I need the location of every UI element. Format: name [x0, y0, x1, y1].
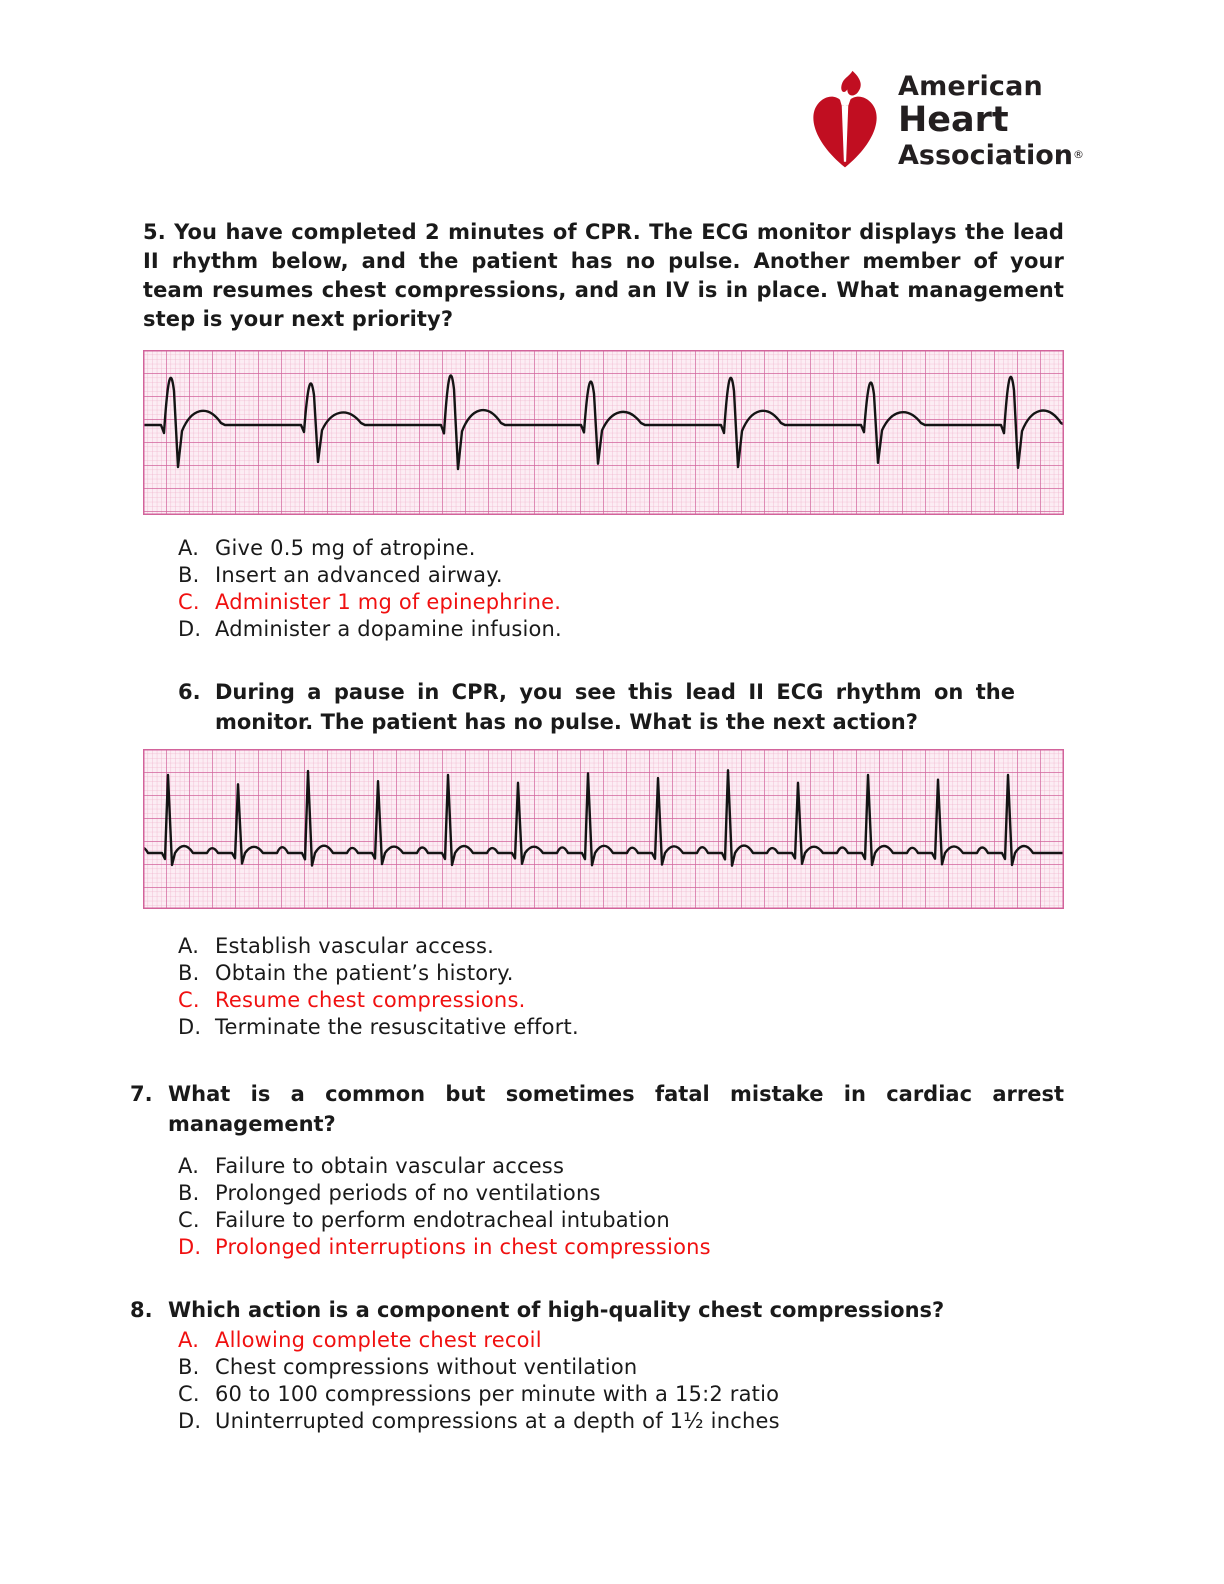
question-5-number: 5. — [143, 220, 166, 244]
question-6 — [143, 677, 1064, 1041]
question-8-text: 8. Which action is a component of high-quality chest compressions? — [130, 1295, 1064, 1325]
question-6-options — [143, 933, 1064, 1041]
question-5-text: 5. You have completed 2 minutes of CPR. The ECG monitor displays the lead II rhythm below, and the patient has no pulse. Another member of your team resumes chest compressions, and an IV is in place. What management step is your next priority? — [143, 220, 1064, 331]
option-6b: B. Obtain the patient’s history. — [178, 961, 514, 985]
option-8b: B. Chest compressions without ventilation — [178, 1355, 638, 1379]
logo-line-american: American — [898, 71, 1043, 102]
registered-mark: ® — [1073, 148, 1084, 161]
option-8d: D. Uninterrupted compressions at a depth of 1½ inches — [178, 1409, 780, 1433]
question-7-text: 7. What is a common but sometimes fatal mistake in cardiac arrest management? — [130, 1079, 1064, 1139]
question-8 — [130, 1295, 1064, 1435]
quiz-content — [130, 218, 1064, 1435]
logo-line-heart: Heart — [898, 100, 1009, 140]
option-5c-correct: C. Administer 1 mg of epinephrine. — [178, 590, 562, 614]
aha-logo — [804, 70, 1084, 172]
option-5a: A. Give 0.5 mg of atropine. — [178, 536, 476, 560]
aha-heart-torch-icon — [804, 70, 886, 172]
question-5-options — [143, 535, 1064, 643]
question-8-number: 8. — [130, 1298, 153, 1322]
aha-logo-text — [898, 73, 1084, 169]
question-7-options — [143, 1153, 1064, 1261]
question-8-options — [143, 1327, 1064, 1435]
question-5 — [143, 218, 1064, 643]
ecg-lead2-narrow-complex-image — [143, 749, 1064, 909]
option-7d-correct: D. Prolonged interruptions in chest compressions — [178, 1235, 711, 1259]
ecg-strip-question-6 — [143, 749, 1064, 909]
logo-line-association: Association® — [898, 140, 1084, 171]
option-8a-correct: A. Allowing complete chest recoil — [178, 1328, 542, 1352]
question-6-number: 6. — [178, 680, 201, 704]
option-6d: D. Terminate the resuscitative effort. — [178, 1015, 579, 1039]
option-8c: C. 60 to 100 compressions per minute with a 15:2 ratio — [178, 1382, 780, 1406]
question-7 — [130, 1079, 1064, 1261]
option-7a: A. Failure to obtain vascular access — [178, 1154, 565, 1178]
option-7b: B. Prolonged periods of no ventilations — [178, 1181, 601, 1205]
ecg-lead2-wide-complex-image — [143, 350, 1064, 515]
question-6-text: 6. During a pause in CPR, you see this lead II ECG rhythm on the monitor. The patient has no pulse. What is the next action? — [143, 677, 1064, 737]
question-7-number: 7. — [130, 1082, 153, 1106]
option-6c-correct: C. Resume chest compressions. — [178, 988, 526, 1012]
option-7c: C. Failure to perform endotracheal intubation — [178, 1208, 670, 1232]
option-5b: B. Insert an advanced airway. — [178, 563, 503, 587]
option-6a: A. Establish vascular access. — [178, 934, 494, 958]
ecg-strip-question-5 — [143, 350, 1064, 515]
option-5d: D. Administer a dopamine infusion. — [178, 617, 562, 641]
